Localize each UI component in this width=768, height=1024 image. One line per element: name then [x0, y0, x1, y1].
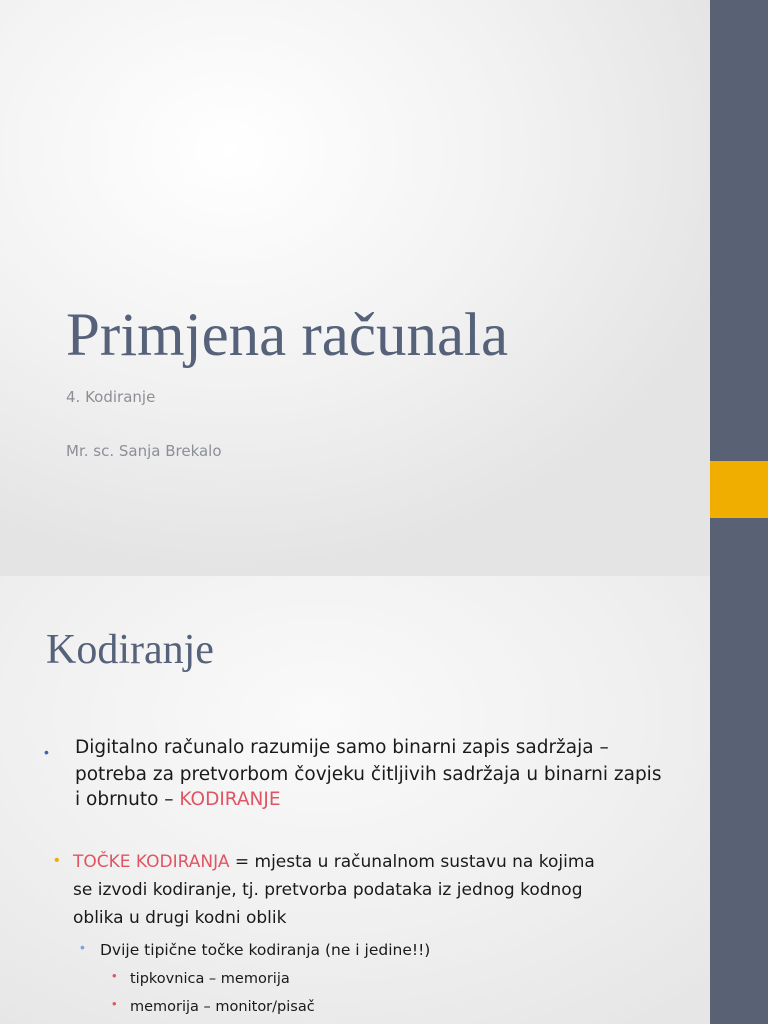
sub-sub-bullet-1: tipkovnica – memorija: [130, 971, 290, 987]
slide-subtitle-lecture: 4. Kodiranje: [66, 388, 156, 406]
bullet-2-highlight: TOČKE KODIRANJA: [73, 852, 230, 872]
bullet-1-line-3: [75, 787, 281, 813]
content-slide: [0, 576, 768, 1024]
bullet-2-line-1-rest: = mjesta u računalnom sustavu na kojima: [229, 852, 595, 872]
bullet-dot-icon: •: [112, 968, 117, 983]
bullet-1-line-3-text: i obrnuto –: [75, 789, 180, 810]
slide-subtitle-author: Mr. sc. Sanja Brekalo: [66, 442, 222, 460]
bullet-2-line-3: oblika u drugi kodni oblik: [73, 908, 287, 928]
bullet-1-highlight: KODIRANJE: [179, 789, 281, 810]
bullet-1-line-1: Digitalno računalo razumije samo binarni zapis sadržaja –: [75, 737, 609, 758]
slide-title: Primjena računala: [66, 302, 509, 369]
bullet-dot-icon: •: [80, 939, 85, 955]
bullet-2-line-1: [73, 850, 595, 874]
bullet-2-line-2: se izvodi kodiranje, tj. pretvorba podataka iz jednog kodnog: [73, 880, 583, 900]
sub-bullet: Dvije tipične točke kodiranja (ne i jedine!!): [100, 941, 431, 959]
slide-heading: Kodiranje: [46, 627, 214, 673]
bullet-dot-icon: •: [44, 744, 49, 760]
accent-block: [710, 461, 768, 518]
bullet-1-line-2: potreba za pretvorbom čovjeku čitljivih sadržaja u binarni zapis: [75, 764, 662, 785]
sub-sub-bullet-2: memorija – monitor/pisač: [130, 999, 315, 1015]
bullet-dot-icon: •: [112, 996, 117, 1011]
bullet-dot-icon: •: [54, 852, 60, 869]
